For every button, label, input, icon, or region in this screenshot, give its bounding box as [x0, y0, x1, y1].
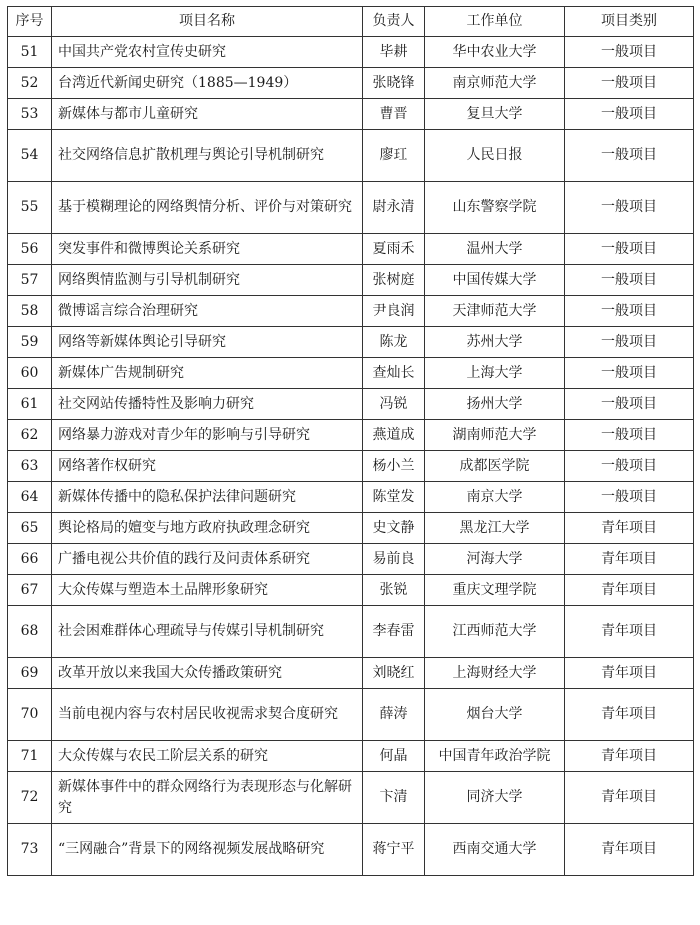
table-row [8, 575, 694, 606]
project-name: 新媒体事件中的群众网络行为表现形态与化解研究 [52, 772, 363, 824]
work-unit: 成都医学院 [425, 451, 565, 482]
project-name: 社交网络信息扩散机理与舆论引导机制研究 [52, 130, 363, 182]
project-category: 一般项目 [565, 68, 694, 99]
row-number: 66 [8, 544, 52, 575]
project-category: 青年项目 [565, 824, 694, 876]
table-row [8, 658, 694, 689]
work-unit: 西南交通大学 [425, 824, 565, 876]
project-name: 网络著作权研究 [52, 451, 363, 482]
row-number: 63 [8, 451, 52, 482]
table-row [8, 327, 694, 358]
table-row [8, 513, 694, 544]
row-number: 56 [8, 234, 52, 265]
work-unit: 山东警察学院 [425, 182, 565, 234]
project-leader: 夏雨禾 [363, 234, 425, 265]
header-leader: 负责人 [363, 7, 425, 37]
project-leader: 陈堂发 [363, 482, 425, 513]
work-unit: 江西师范大学 [425, 606, 565, 658]
row-number: 53 [8, 99, 52, 130]
table-row [8, 772, 694, 824]
row-number: 52 [8, 68, 52, 99]
project-leader: 易前良 [363, 544, 425, 575]
project-name: 新媒体与都市儿童研究 [52, 99, 363, 130]
table-row [8, 389, 694, 420]
project-leader: 李春雷 [363, 606, 425, 658]
work-unit: 中国青年政治学院 [425, 741, 565, 772]
table-body [8, 37, 694, 876]
table-row [8, 544, 694, 575]
project-name: 网络等新媒体舆论引导研究 [52, 327, 363, 358]
work-unit: 华中农业大学 [425, 37, 565, 68]
work-unit: 烟台大学 [425, 689, 565, 741]
project-category: 一般项目 [565, 130, 694, 182]
table-row [8, 741, 694, 772]
row-number: 61 [8, 389, 52, 420]
project-category: 一般项目 [565, 182, 694, 234]
project-category: 一般项目 [565, 451, 694, 482]
table-row [8, 68, 694, 99]
project-leader: 尉永清 [363, 182, 425, 234]
table-row [8, 689, 694, 741]
project-category: 一般项目 [565, 99, 694, 130]
work-unit: 人民日报 [425, 130, 565, 182]
project-name: 突发事件和微博舆论关系研究 [52, 234, 363, 265]
project-name: 中国共产党农村宣传史研究 [52, 37, 363, 68]
header-name: 项目名称 [52, 7, 363, 37]
project-category: 青年项目 [565, 741, 694, 772]
project-category: 一般项目 [565, 358, 694, 389]
table-row [8, 99, 694, 130]
table-row [8, 358, 694, 389]
work-unit: 湖南师范大学 [425, 420, 565, 451]
project-name: 改革开放以来我国大众传播政策研究 [52, 658, 363, 689]
project-category: 一般项目 [565, 327, 694, 358]
project-name: 广播电视公共价值的践行及问责体系研究 [52, 544, 363, 575]
row-number: 58 [8, 296, 52, 327]
row-number: 67 [8, 575, 52, 606]
table-row [8, 824, 694, 876]
table-row [8, 451, 694, 482]
project-category: 一般项目 [565, 296, 694, 327]
project-category: 青年项目 [565, 658, 694, 689]
work-unit: 苏州大学 [425, 327, 565, 358]
project-leader: 燕道成 [363, 420, 425, 451]
table-row [8, 296, 694, 327]
work-unit: 南京师范大学 [425, 68, 565, 99]
table-row [8, 37, 694, 68]
row-number: 69 [8, 658, 52, 689]
project-name: 大众传媒与塑造本土品牌形象研究 [52, 575, 363, 606]
work-unit: 上海大学 [425, 358, 565, 389]
table-row [8, 606, 694, 658]
work-unit: 温州大学 [425, 234, 565, 265]
work-unit: 上海财经大学 [425, 658, 565, 689]
row-number: 55 [8, 182, 52, 234]
project-name: 微博谣言综合治理研究 [52, 296, 363, 327]
project-name: 当前电视内容与农村居民收视需求契合度研究 [52, 689, 363, 741]
table-row [8, 234, 694, 265]
header-no: 序号 [8, 7, 52, 37]
row-number: 62 [8, 420, 52, 451]
project-leader: 曹晋 [363, 99, 425, 130]
project-name: 社交网站传播特性及影响力研究 [52, 389, 363, 420]
work-unit: 重庆文理学院 [425, 575, 565, 606]
project-name: 新媒体传播中的隐私保护法律问题研究 [52, 482, 363, 513]
project-category: 青年项目 [565, 772, 694, 824]
row-number: 68 [8, 606, 52, 658]
work-unit: 黑龙江大学 [425, 513, 565, 544]
project-leader: 张锐 [363, 575, 425, 606]
header-unit: 工作单位 [425, 7, 565, 37]
project-leader: 廖玒 [363, 130, 425, 182]
project-category: 青年项目 [565, 689, 694, 741]
row-number: 70 [8, 689, 52, 741]
project-category: 一般项目 [565, 265, 694, 296]
row-number: 54 [8, 130, 52, 182]
row-number: 57 [8, 265, 52, 296]
project-leader: 毕耕 [363, 37, 425, 68]
project-category: 青年项目 [565, 544, 694, 575]
project-table [7, 6, 694, 876]
row-number: 72 [8, 772, 52, 824]
header-category: 项目类别 [565, 7, 694, 37]
project-category: 青年项目 [565, 575, 694, 606]
work-unit: 中国传媒大学 [425, 265, 565, 296]
row-number: 71 [8, 741, 52, 772]
project-name: 大众传媒与农民工阶层关系的研究 [52, 741, 363, 772]
table-row [8, 420, 694, 451]
project-leader: 何晶 [363, 741, 425, 772]
project-leader: 冯锐 [363, 389, 425, 420]
project-leader: 查灿长 [363, 358, 425, 389]
project-category: 一般项目 [565, 482, 694, 513]
project-leader: 陈龙 [363, 327, 425, 358]
project-leader: 卞清 [363, 772, 425, 824]
table-row [8, 265, 694, 296]
project-leader: 刘晓红 [363, 658, 425, 689]
table-row [8, 182, 694, 234]
project-leader: 史文静 [363, 513, 425, 544]
project-leader: 薛涛 [363, 689, 425, 741]
project-name: 网络暴力游戏对青少年的影响与引导研究 [52, 420, 363, 451]
project-category: 一般项目 [565, 234, 694, 265]
project-leader: 张晓锋 [363, 68, 425, 99]
project-name: 新媒体广告规制研究 [52, 358, 363, 389]
row-number: 51 [8, 37, 52, 68]
project-leader: 杨小兰 [363, 451, 425, 482]
project-name: 台湾近代新闻史研究（1885—1949） [52, 68, 363, 99]
work-unit: 南京大学 [425, 482, 565, 513]
work-unit: 复旦大学 [425, 99, 565, 130]
project-name: 基于模糊理论的网络舆情分析、评价与对策研究 [52, 182, 363, 234]
project-category: 一般项目 [565, 420, 694, 451]
project-category: 一般项目 [565, 37, 694, 68]
project-leader: 尹良润 [363, 296, 425, 327]
table-row [8, 482, 694, 513]
row-number: 59 [8, 327, 52, 358]
project-category: 青年项目 [565, 606, 694, 658]
work-unit: 天津师范大学 [425, 296, 565, 327]
table-header-row [8, 7, 694, 37]
work-unit: 河海大学 [425, 544, 565, 575]
project-name: 社会困难群体心理疏导与传媒引导机制研究 [52, 606, 363, 658]
project-name: 网络舆情监测与引导机制研究 [52, 265, 363, 296]
project-leader: 蒋宁平 [363, 824, 425, 876]
project-name: 舆论格局的嬗变与地方政府执政理念研究 [52, 513, 363, 544]
work-unit: 同济大学 [425, 772, 565, 824]
project-category: 一般项目 [565, 389, 694, 420]
row-number: 60 [8, 358, 52, 389]
row-number: 64 [8, 482, 52, 513]
work-unit: 扬州大学 [425, 389, 565, 420]
table-row [8, 130, 694, 182]
project-name: “三网融合”背景下的网络视频发展战略研究 [52, 824, 363, 876]
project-leader: 张树庭 [363, 265, 425, 296]
row-number: 73 [8, 824, 52, 876]
project-category: 青年项目 [565, 513, 694, 544]
row-number: 65 [8, 513, 52, 544]
